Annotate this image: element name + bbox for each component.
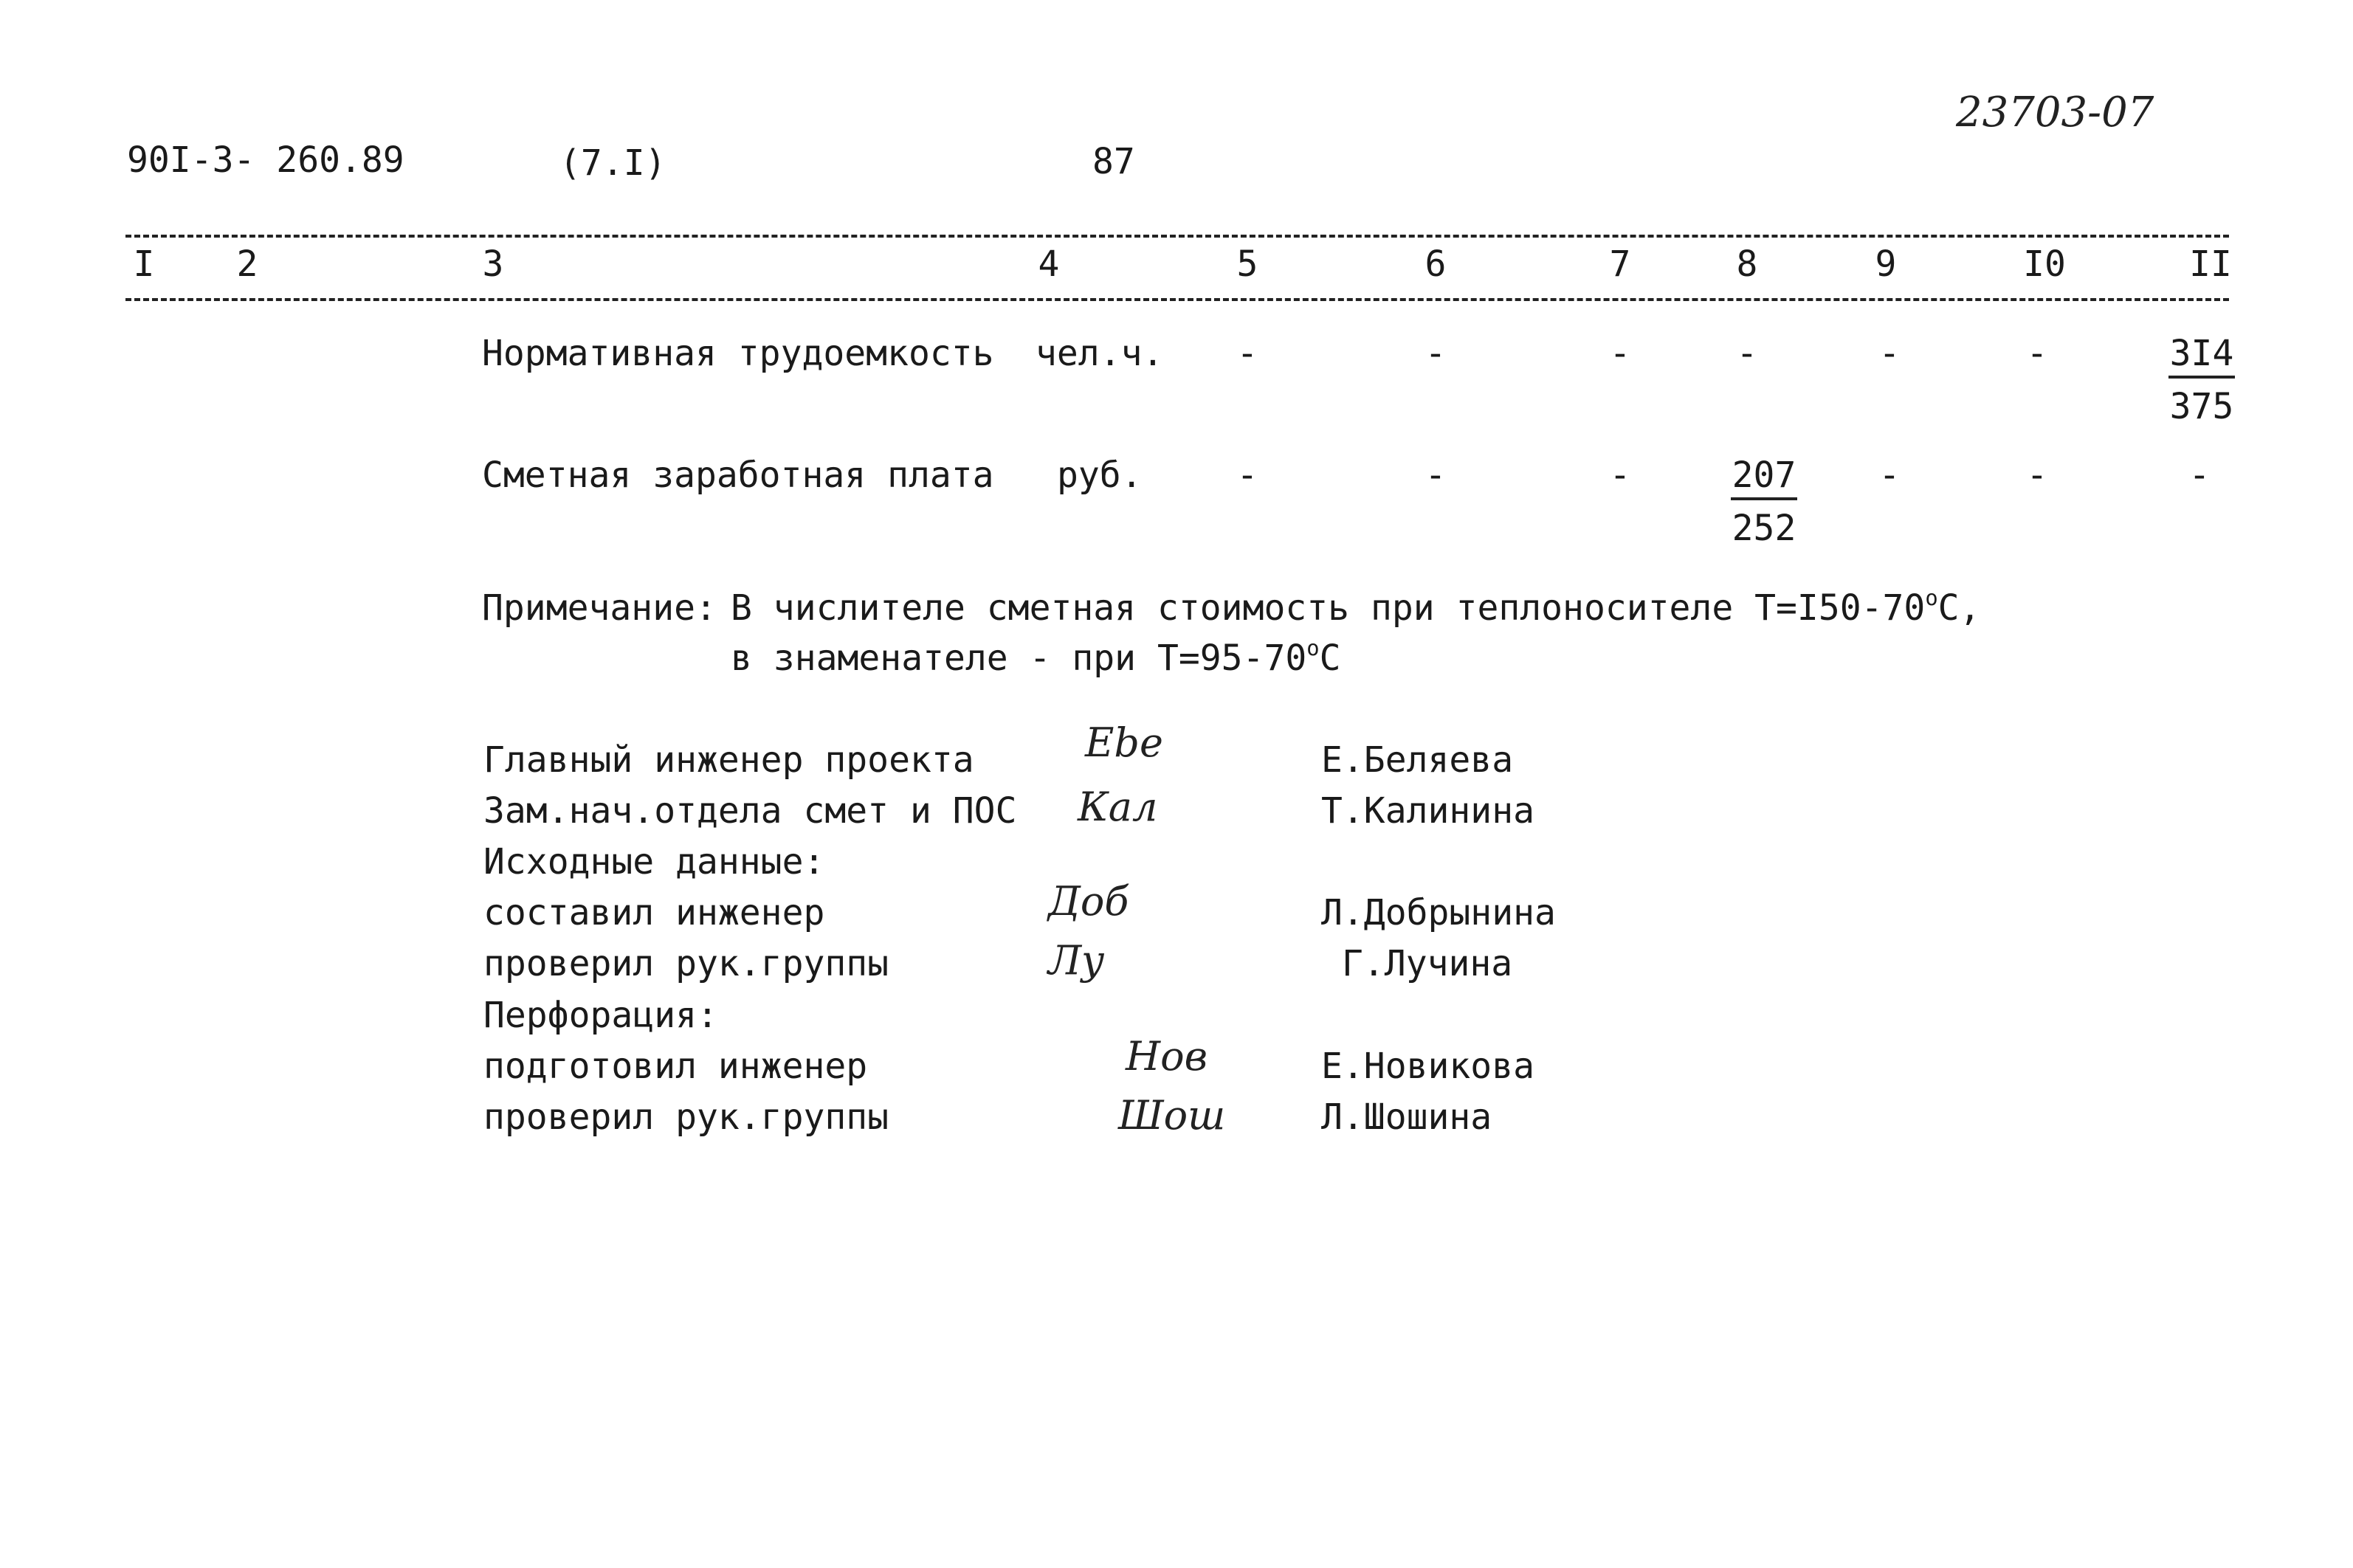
col-header-8: 8 <box>1736 244 1758 285</box>
signature-role: проверил рук.группы <box>483 943 889 984</box>
col-header-5: 5 <box>1236 244 1258 285</box>
signature-role: Зам.нач.отдела смет и ПОС <box>483 790 1017 832</box>
cell-col5: - <box>1236 455 1258 496</box>
col-header-10: I0 <box>2023 244 2066 285</box>
cell-col7: - <box>1609 455 1631 496</box>
col-header-9: 9 <box>1875 244 1897 285</box>
fraction-numerator: 207 <box>1731 457 1797 500</box>
signature-role: проверил рук.группы <box>483 1096 889 1138</box>
col-header-11: II <box>2189 244 2232 285</box>
note-line-2 <box>731 635 1341 679</box>
signature-name: Л.Шошина <box>1321 1096 1492 1138</box>
row-name: Нормативная трудоемкость <box>482 333 994 374</box>
row-name: Сметная заработная плата <box>482 455 994 496</box>
note-line-1-text: В числителе сметная стоимость при теплоносителе Т=I50-70 <box>731 587 1926 629</box>
col-header-2: 2 <box>236 244 258 285</box>
degree-sign: o <box>1925 584 1938 610</box>
degree-sign: o <box>1306 635 1320 660</box>
signature-name: Л.Добрынина <box>1321 892 1556 933</box>
signature-section-heading: Перфорация: <box>483 995 718 1036</box>
cell-col11: - <box>2188 455 2211 496</box>
cell-col7: - <box>1609 333 1631 374</box>
signature-mark: Нов <box>1126 1033 1208 1080</box>
cell-col6: - <box>1424 333 1447 374</box>
fraction-numerator: 3I4 <box>2168 336 2235 379</box>
signature-role: Главный инженер проекта <box>483 739 974 781</box>
signature-mark: Шош <box>1118 1092 1226 1139</box>
section-code: (7.I) <box>559 142 666 184</box>
cell-col10: - <box>2026 455 2048 496</box>
fraction-denominator: 252 <box>1732 508 1796 549</box>
note-line-1-end: С, <box>1937 587 1981 629</box>
col-header-7: 7 <box>1609 244 1631 285</box>
cell-col10: - <box>2026 333 2048 374</box>
cell-col6: - <box>1424 455 1447 496</box>
note-line-2-end: С <box>1319 638 1341 679</box>
note-label: Примечание: <box>482 587 717 629</box>
signature-name: Г.Лучина <box>1342 943 1513 984</box>
cell-col9: - <box>1878 455 1901 496</box>
signature-name: Е.Новикова <box>1321 1046 1534 1087</box>
row-unit: руб. <box>1057 455 1143 496</box>
cell-col9: - <box>1878 333 1901 374</box>
signature-role: подготовил инженер <box>483 1046 868 1087</box>
signature-mark: Доб <box>1048 878 1129 925</box>
signature-mark: Кал <box>1078 784 1158 830</box>
col-header-6: 6 <box>1424 244 1447 285</box>
signature-role: составил инженер <box>483 892 825 933</box>
col-header-3: 3 <box>482 244 504 285</box>
signature-mark: Ebe <box>1085 719 1163 766</box>
page-number: 87 <box>1092 141 1135 182</box>
signature-name: Е.Беляева <box>1321 739 1514 781</box>
row-unit: чел.ч. <box>1036 333 1164 374</box>
header-top-rule <box>125 235 2229 238</box>
header-bottom-rule <box>125 298 2229 301</box>
cell-col8-fraction <box>1731 455 1797 549</box>
signature-name: Т.Калинина <box>1321 790 1534 832</box>
signature-mark: Лу <box>1048 937 1105 984</box>
col-header-1: I <box>133 244 155 285</box>
note-line-1 <box>731 584 1981 629</box>
note-line-2-text: в знаменателе - при Т=95-70 <box>731 638 1307 679</box>
cell-col11-fraction <box>2168 333 2235 427</box>
cell-col5: - <box>1236 333 1258 374</box>
cell-col8: - <box>1736 333 1758 374</box>
col-header-4: 4 <box>1038 244 1060 285</box>
signature-section-heading: Исходные данные: <box>483 841 825 883</box>
fraction-denominator: 375 <box>2169 386 2234 427</box>
document-code: 90I-3- 260.89 <box>127 139 404 181</box>
archive-number: 23703-07 <box>1956 89 2154 137</box>
